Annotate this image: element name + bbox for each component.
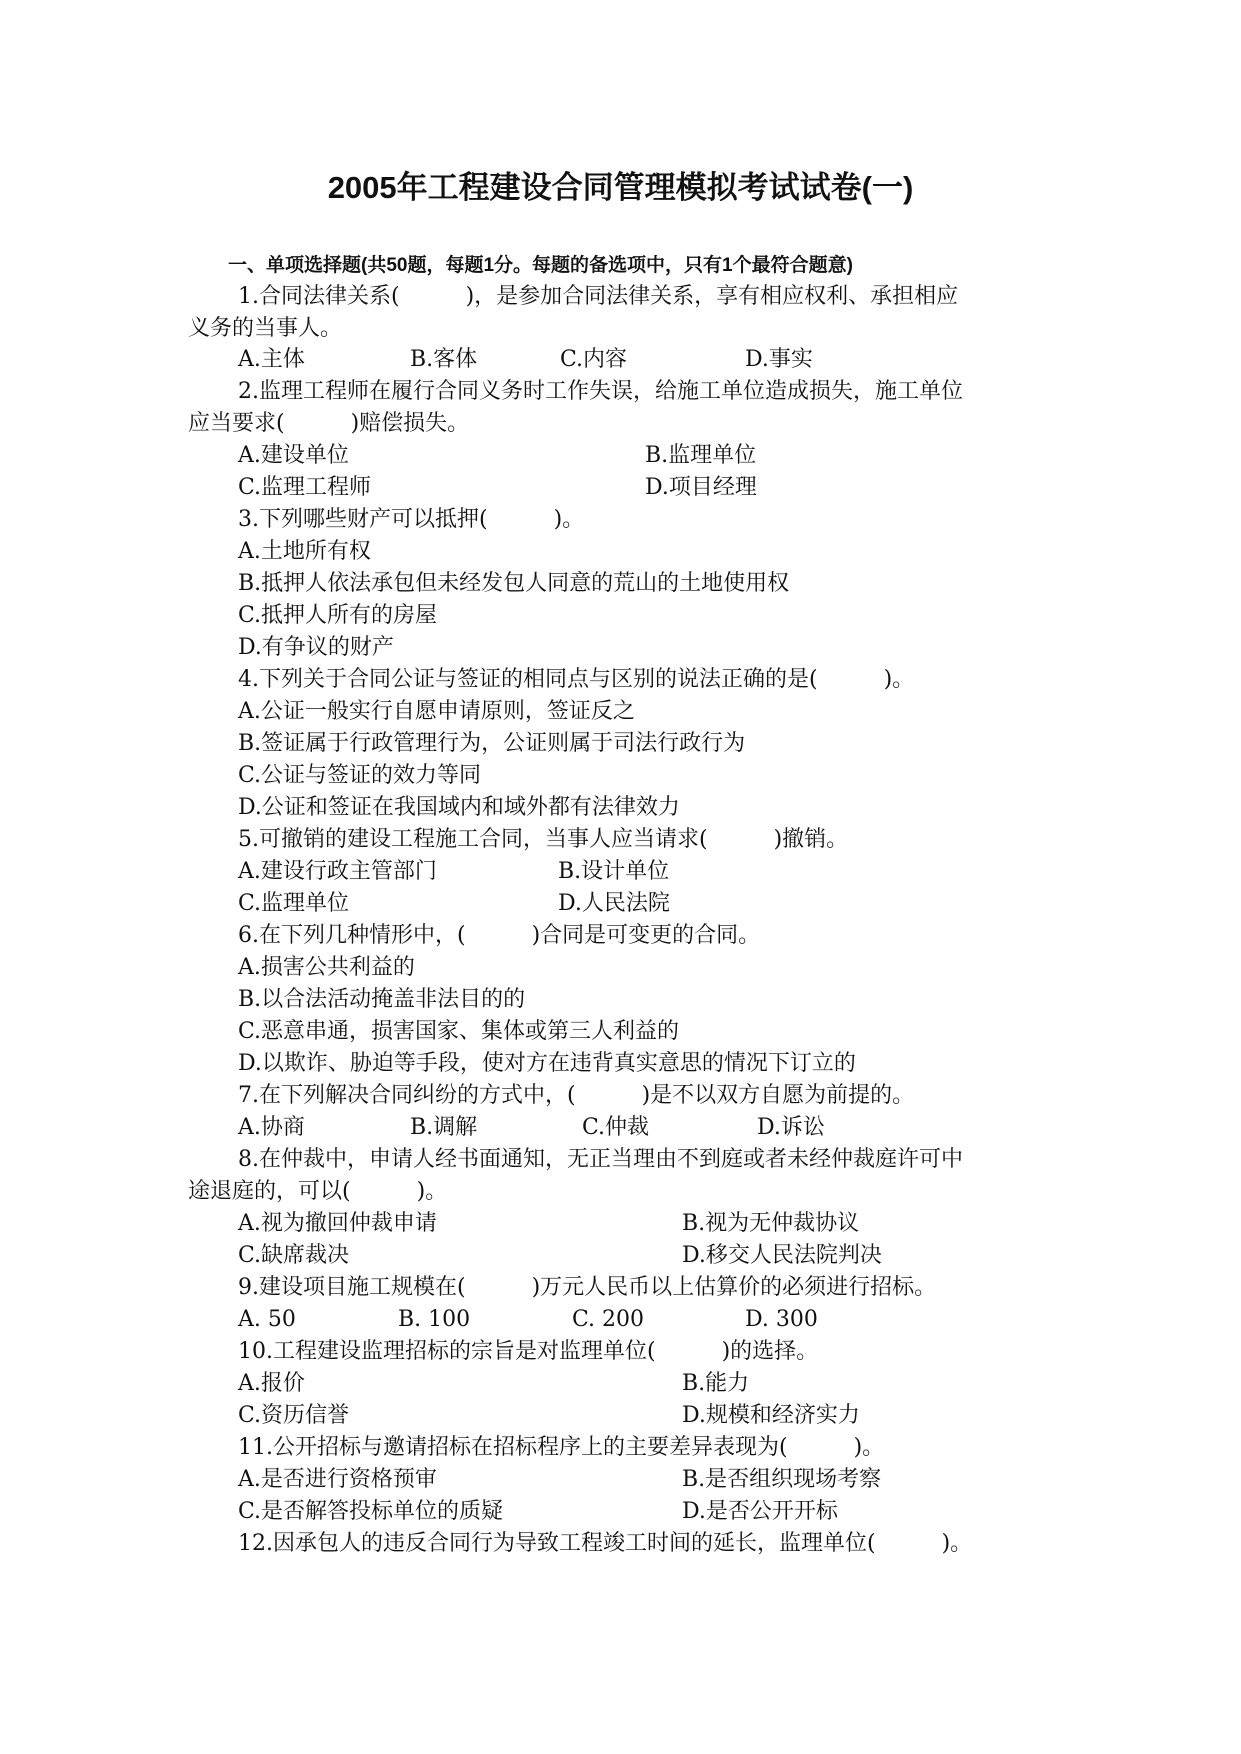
question-7-option-a: A.协商 bbox=[238, 1115, 305, 1140]
question-7-text: 7.在下列解决合同纠纷的方式中，( )是不以双方自愿为前提的。 bbox=[238, 1083, 915, 1108]
question-1-option-a: A.主体 bbox=[238, 347, 305, 372]
question-2-option-d: D.项目经理 bbox=[645, 475, 757, 500]
question-11-option-b: B.是否组织现场考察 bbox=[682, 1467, 882, 1492]
question-5-option-d: D.人民法院 bbox=[558, 891, 670, 916]
question-10-option-c: C.资历信誉 bbox=[238, 1403, 350, 1428]
question-4-option-c: C.公证与签证的效力等同 bbox=[238, 763, 482, 788]
question-9-option-a: A. 50 bbox=[238, 1307, 296, 1332]
question-4-text: 4.下列关于合同公证与签证的相同点与区别的说法正确的是( )。 bbox=[238, 667, 915, 692]
question-7-option-d: D.诉讼 bbox=[757, 1115, 825, 1140]
question-10-text: 10.工程建设监理招标的宗旨是对监理单位( )的选择。 bbox=[238, 1339, 819, 1364]
question-11-option-a: A.是否进行资格预审 bbox=[238, 1467, 437, 1492]
question-10-option-a: A.报价 bbox=[238, 1371, 305, 1396]
question-6-text: 6.在下列几种情形中，( )合同是可变更的合同。 bbox=[238, 923, 761, 948]
question-5-option-c: C.监理单位 bbox=[238, 891, 350, 916]
question-5-option-a: A.建设行政主管部门 bbox=[238, 859, 437, 884]
question-6-option-d: D.以欺诈、胁迫等手段，使对方在违背真实意思的情况下订立的 bbox=[238, 1051, 856, 1076]
question-2-option-b: B.监理单位 bbox=[645, 443, 757, 468]
question-12-text: 12.因承包人的违反合同行为导致工程竣工时间的延长，监理单位( )。 bbox=[238, 1531, 973, 1556]
question-1-option-b: B.客体 bbox=[410, 347, 478, 372]
question-1-text: 1.合同法律关系( )，是参加合同法律关系，享有相应权利、承担相应 bbox=[238, 284, 959, 309]
question-8-option-d: D.移交人民法院判决 bbox=[682, 1243, 882, 1268]
question-10-option-d: D.规模和经济实力 bbox=[682, 1403, 860, 1428]
question-8-text-cont: 途退庭的，可以( )。 bbox=[188, 1179, 448, 1204]
question-11-option-c: C.是否解答投标单位的质疑 bbox=[238, 1499, 504, 1524]
question-4-option-d: D.公证和签证在我国域内和域外都有法律效力 bbox=[238, 795, 680, 820]
question-7-option-c: C.仲裁 bbox=[582, 1115, 650, 1140]
question-4-option-a: A.公证一般实行自愿申请原则，签证反之 bbox=[238, 699, 635, 724]
section-heading: 一、单项选择题(共50题，每题1分。每题的备选项中，只有1个最符合题意) bbox=[228, 255, 853, 276]
question-6-option-c: C.恶意串通，损害国家、集体或第三人利益的 bbox=[238, 1019, 680, 1044]
question-3-option-d: D.有争议的财产 bbox=[238, 635, 394, 660]
question-2-text: 2.监理工程师在履行合同义务时工作失误，给施工单位造成损失，施工单位 bbox=[238, 379, 963, 404]
question-4-option-b: B.签证属于行政管理行为，公证则属于司法行政行为 bbox=[238, 731, 746, 756]
page-title: 2005年工程建设合同管理模拟考试试卷(一) bbox=[327, 170, 914, 205]
question-5-option-b: B.设计单位 bbox=[558, 859, 670, 884]
question-5-text: 5.可撤销的建设工程施工合同，当事人应当请求( )撤销。 bbox=[238, 827, 849, 852]
question-9-option-c: C. 200 bbox=[572, 1307, 645, 1332]
question-3-option-a: A.土地所有权 bbox=[238, 539, 371, 564]
question-2-text-cont: 应当要求( )赔偿损失。 bbox=[188, 411, 470, 436]
question-8-option-a: A.视为撤回仲裁申请 bbox=[238, 1211, 437, 1236]
question-1-text-cont: 义务的当事人。 bbox=[188, 316, 343, 341]
question-10-option-b: B.能力 bbox=[682, 1371, 750, 1396]
question-8-option-c: C.缺席裁决 bbox=[238, 1243, 350, 1268]
question-8-text: 8.在仲裁中，申请人经书面通知，无正当理由不到庭或者未经仲裁庭许可中 bbox=[238, 1147, 963, 1172]
question-11-option-d: D.是否公开开标 bbox=[682, 1499, 838, 1524]
question-8-option-b: B.视为无仲裁协议 bbox=[682, 1211, 860, 1236]
question-9-text: 9.建设项目施工规模在( )万元人民币以上估算价的必须进行招标。 bbox=[238, 1275, 937, 1300]
question-11-text: 11.公开招标与邀请招标在招标程序上的主要差异表现为( )。 bbox=[238, 1435, 885, 1460]
question-2-option-a: A.建设单位 bbox=[238, 443, 349, 468]
question-1-option-d: D.事实 bbox=[745, 347, 813, 372]
question-6-option-b: B.以合法活动掩盖非法目的的 bbox=[238, 987, 526, 1012]
question-9-option-d: D. 300 bbox=[745, 1307, 818, 1332]
question-6-option-a: A.损害公共利益的 bbox=[238, 955, 415, 980]
question-1-option-c: C.内容 bbox=[560, 347, 628, 372]
question-7-option-b: B.调解 bbox=[410, 1115, 478, 1140]
question-3-text: 3.下列哪些财产可以抵押( )。 bbox=[238, 507, 585, 532]
question-3-option-c: C.抵押人所有的房屋 bbox=[238, 603, 438, 628]
question-9-option-b: B. 100 bbox=[398, 1307, 471, 1332]
question-2-option-c: C.监理工程师 bbox=[238, 475, 372, 500]
question-3-option-b: B.抵押人依法承包但未经发包人同意的荒山的土地使用权 bbox=[238, 571, 790, 596]
